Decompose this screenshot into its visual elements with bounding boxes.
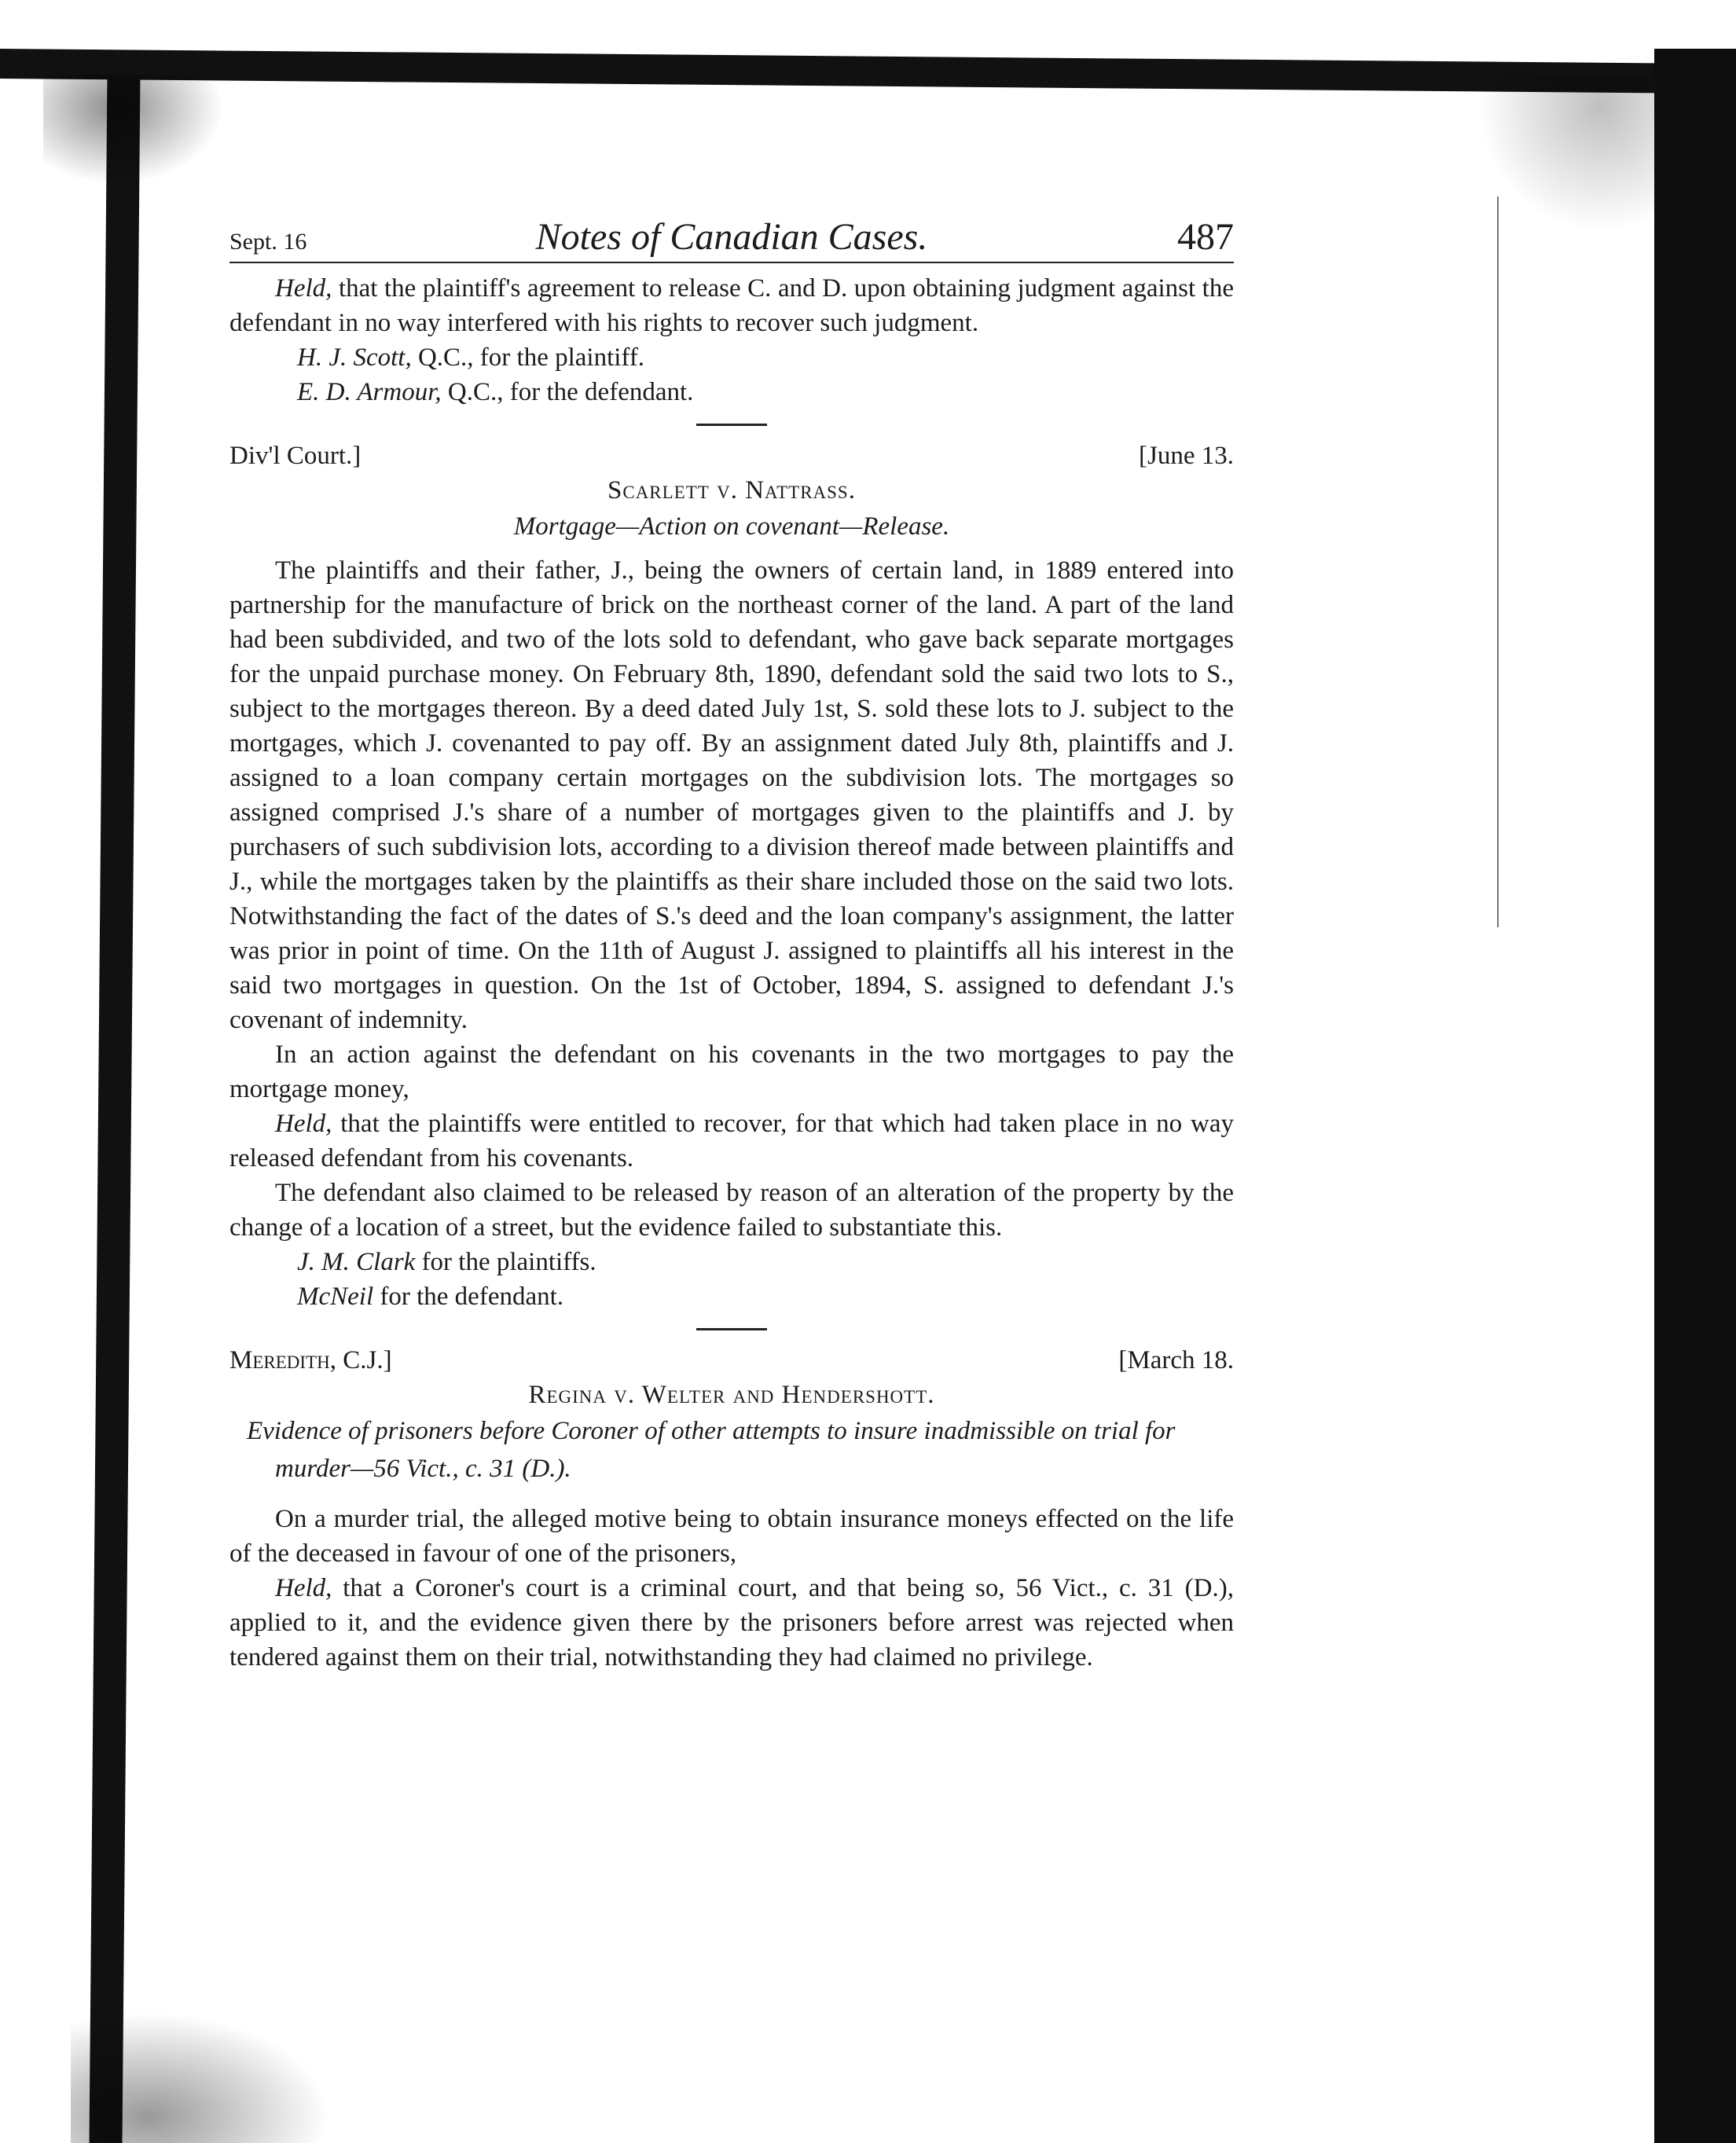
held-text: that the plaintiffs were entitled to recover, for that which had taken place in no way released defendant from his covenants. [229, 1110, 1234, 1172]
case-2-title: Regina v. Welter and Hendershott. [528, 1381, 935, 1409]
running-head-title: Notes of Canadian Cases. [535, 216, 928, 258]
case-1-alteration: The defendant also claimed to be released by reason of an alteration of the property by the change of a location of a street, but the evidence failed to substantiate this. [229, 1179, 1234, 1242]
held-text: that the plaintiff's agreement to release C. and D. upon obtaining judgment against the defendant in no way interfered with his rights to recover such judgment. [229, 274, 1234, 337]
case-1-title: Scarlett v. Nattrass. [607, 476, 856, 505]
case-2-court: Meredith, C.J.] [229, 1346, 392, 1374]
case-2-facts: On a murder trial, the alleged motive being to obtain insurance moneys effected on the life of the deceased in favour of one of the prisoners, [229, 1505, 1234, 1568]
held-lead: Held, [275, 274, 332, 303]
counsel-name: McNeil [297, 1282, 374, 1311]
case-1-date: [June 13. [1139, 442, 1234, 470]
scan-edge-left [90, 75, 141, 2143]
margin-rule [1497, 196, 1499, 927]
held-lead: Held, [275, 1110, 332, 1138]
running-head [229, 200, 1234, 263]
prior-case-held [229, 271, 1234, 340]
case-1-held [229, 1106, 1234, 1176]
counsel-text: for the plaintiffs. [415, 1248, 596, 1276]
document-page [229, 200, 1234, 1675]
counsel-text: Q.C., for the plaintiff. [411, 343, 645, 372]
case-1-court-line [229, 439, 1234, 473]
held-text: that a Coroner's court is a criminal court, and that being so, 56 Vict., c. 31 (D.), applied to it, and the evidence given there by the prisoners before arrest was rejected when tendered against them on their trial, notwithstanding they had claimed no privilege. [229, 1574, 1234, 1671]
scan-noise-top-left [43, 75, 224, 185]
case-2-court-line [229, 1343, 1234, 1378]
section-separator [696, 1328, 767, 1330]
scan-noise-bottom-left [71, 2012, 330, 2143]
counsel-name: J. M. Clark [297, 1248, 416, 1276]
case-1-action: In an action against the defendant on his covenants in the two mortgages to pay the mortgage money, [229, 1040, 1234, 1103]
prior-case-counsel-defendant [229, 375, 1234, 409]
section-separator [696, 424, 767, 426]
case-1-court: Div'l Court.] [229, 442, 362, 470]
scan-edge-right [1654, 49, 1736, 2143]
counsel-name: E. D. Armour, [297, 378, 442, 406]
scan-noise-top-right [1477, 75, 1654, 232]
running-head-date: Sept. 16 [229, 229, 307, 255]
held-lead: Held, [275, 1574, 332, 1602]
case-2-date: [March 18. [1118, 1346, 1234, 1374]
counsel-text: for the defendant. [373, 1282, 564, 1311]
counsel-name: H. J. Scott, [297, 343, 412, 372]
page-number: 487 [1177, 216, 1234, 258]
case-2-held [229, 1571, 1234, 1675]
scan-edge-top [0, 49, 1654, 93]
case-2-subject: Evidence of prisoners before Coroner of other attempts to insure inadmissible on trial for murder—56 Vict., c. 31 (D.). [247, 1417, 1176, 1483]
case-1-facts: The plaintiffs and their father, J., being the owners of certain land, in 1889 entered into partnership for the manufacture of brick on the northeast corner of the land. A part of the land had been subdivided, and two of the lots sold to defendant, who gave back separate mortgages for the unpaid purchase money. On February 8th, 1890, defendant sold the said two lots to S., subject to the mortgages thereon. By a deed dated July 1st, S. sold these lots to J. subject to the mortgages, which J. covenanted to pay off. By an assignment dated July 8th, plaintiffs and J. assigned to a loan company certain mortgages on the subdivision lots. The mortgages so assigned comprised J.'s share of a number of mortgages given to the plaintiffs and J. by purchasers of such subdivision lots, according to a division thereof made between plaintiffs and J., while the mortgages taken by the plaintiffs as their share included those on the said two lots. Notwithstanding the fact of the dates of S.'s deed and the loan company's assignment, the latter was prior in point of time. On the 11th of August J. assigned to plaintiffs all his interest in the said two mortgages in question. On the 1st of October, 1894, S. assigned to defendant J.'s covenant of indemnity. [229, 556, 1234, 1034]
counsel-text: Q.C., for the defendant. [441, 378, 694, 406]
case-1-counsel-defendant [229, 1279, 1234, 1314]
case-1-subject: Mortgage—Action on covenant—Release. [513, 512, 950, 541]
case-1-counsel-plaintiffs [229, 1245, 1234, 1279]
prior-case-counsel-plaintiff [229, 340, 1234, 375]
